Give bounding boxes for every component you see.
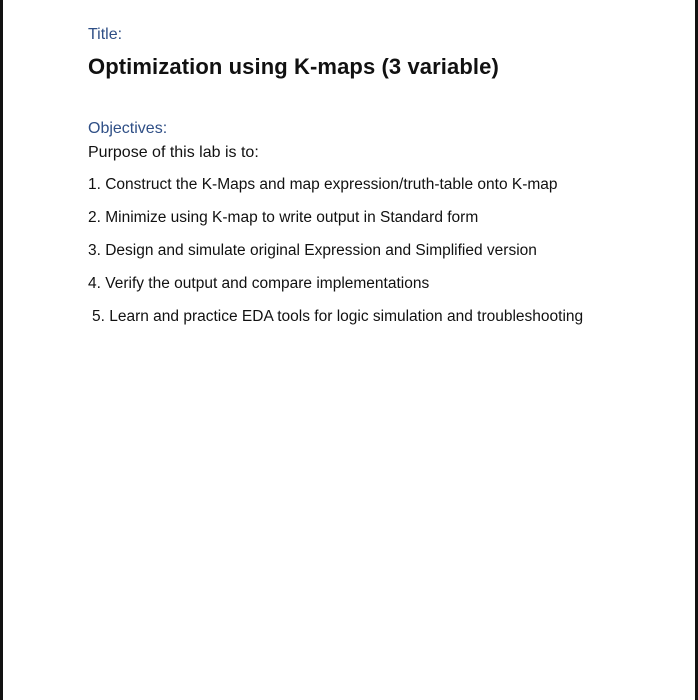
objective-item-2: 2. Minimize using K-map to write output in Standard form xyxy=(88,209,479,226)
purpose-text: Purpose of this lab is to: xyxy=(88,144,259,161)
document-title: Optimization using K-maps (3 variable) xyxy=(88,54,499,79)
objective-item-4: 4. Verify the output and compare implementations xyxy=(88,275,430,292)
title-label: Title: xyxy=(88,26,123,43)
objective-item-3: 3. Design and simulate original Expression and Simplified version xyxy=(88,242,537,259)
document-content xyxy=(88,25,675,340)
objective-item-5: 5. Learn and practice EDA tools for logic simulation and troubleshooting xyxy=(92,308,584,325)
objective-item-1: 1. Construct the K-Maps and map expression/truth-table onto K-map xyxy=(88,176,558,193)
objectives-list xyxy=(88,175,675,327)
objectives-label: Objectives: xyxy=(88,120,168,137)
